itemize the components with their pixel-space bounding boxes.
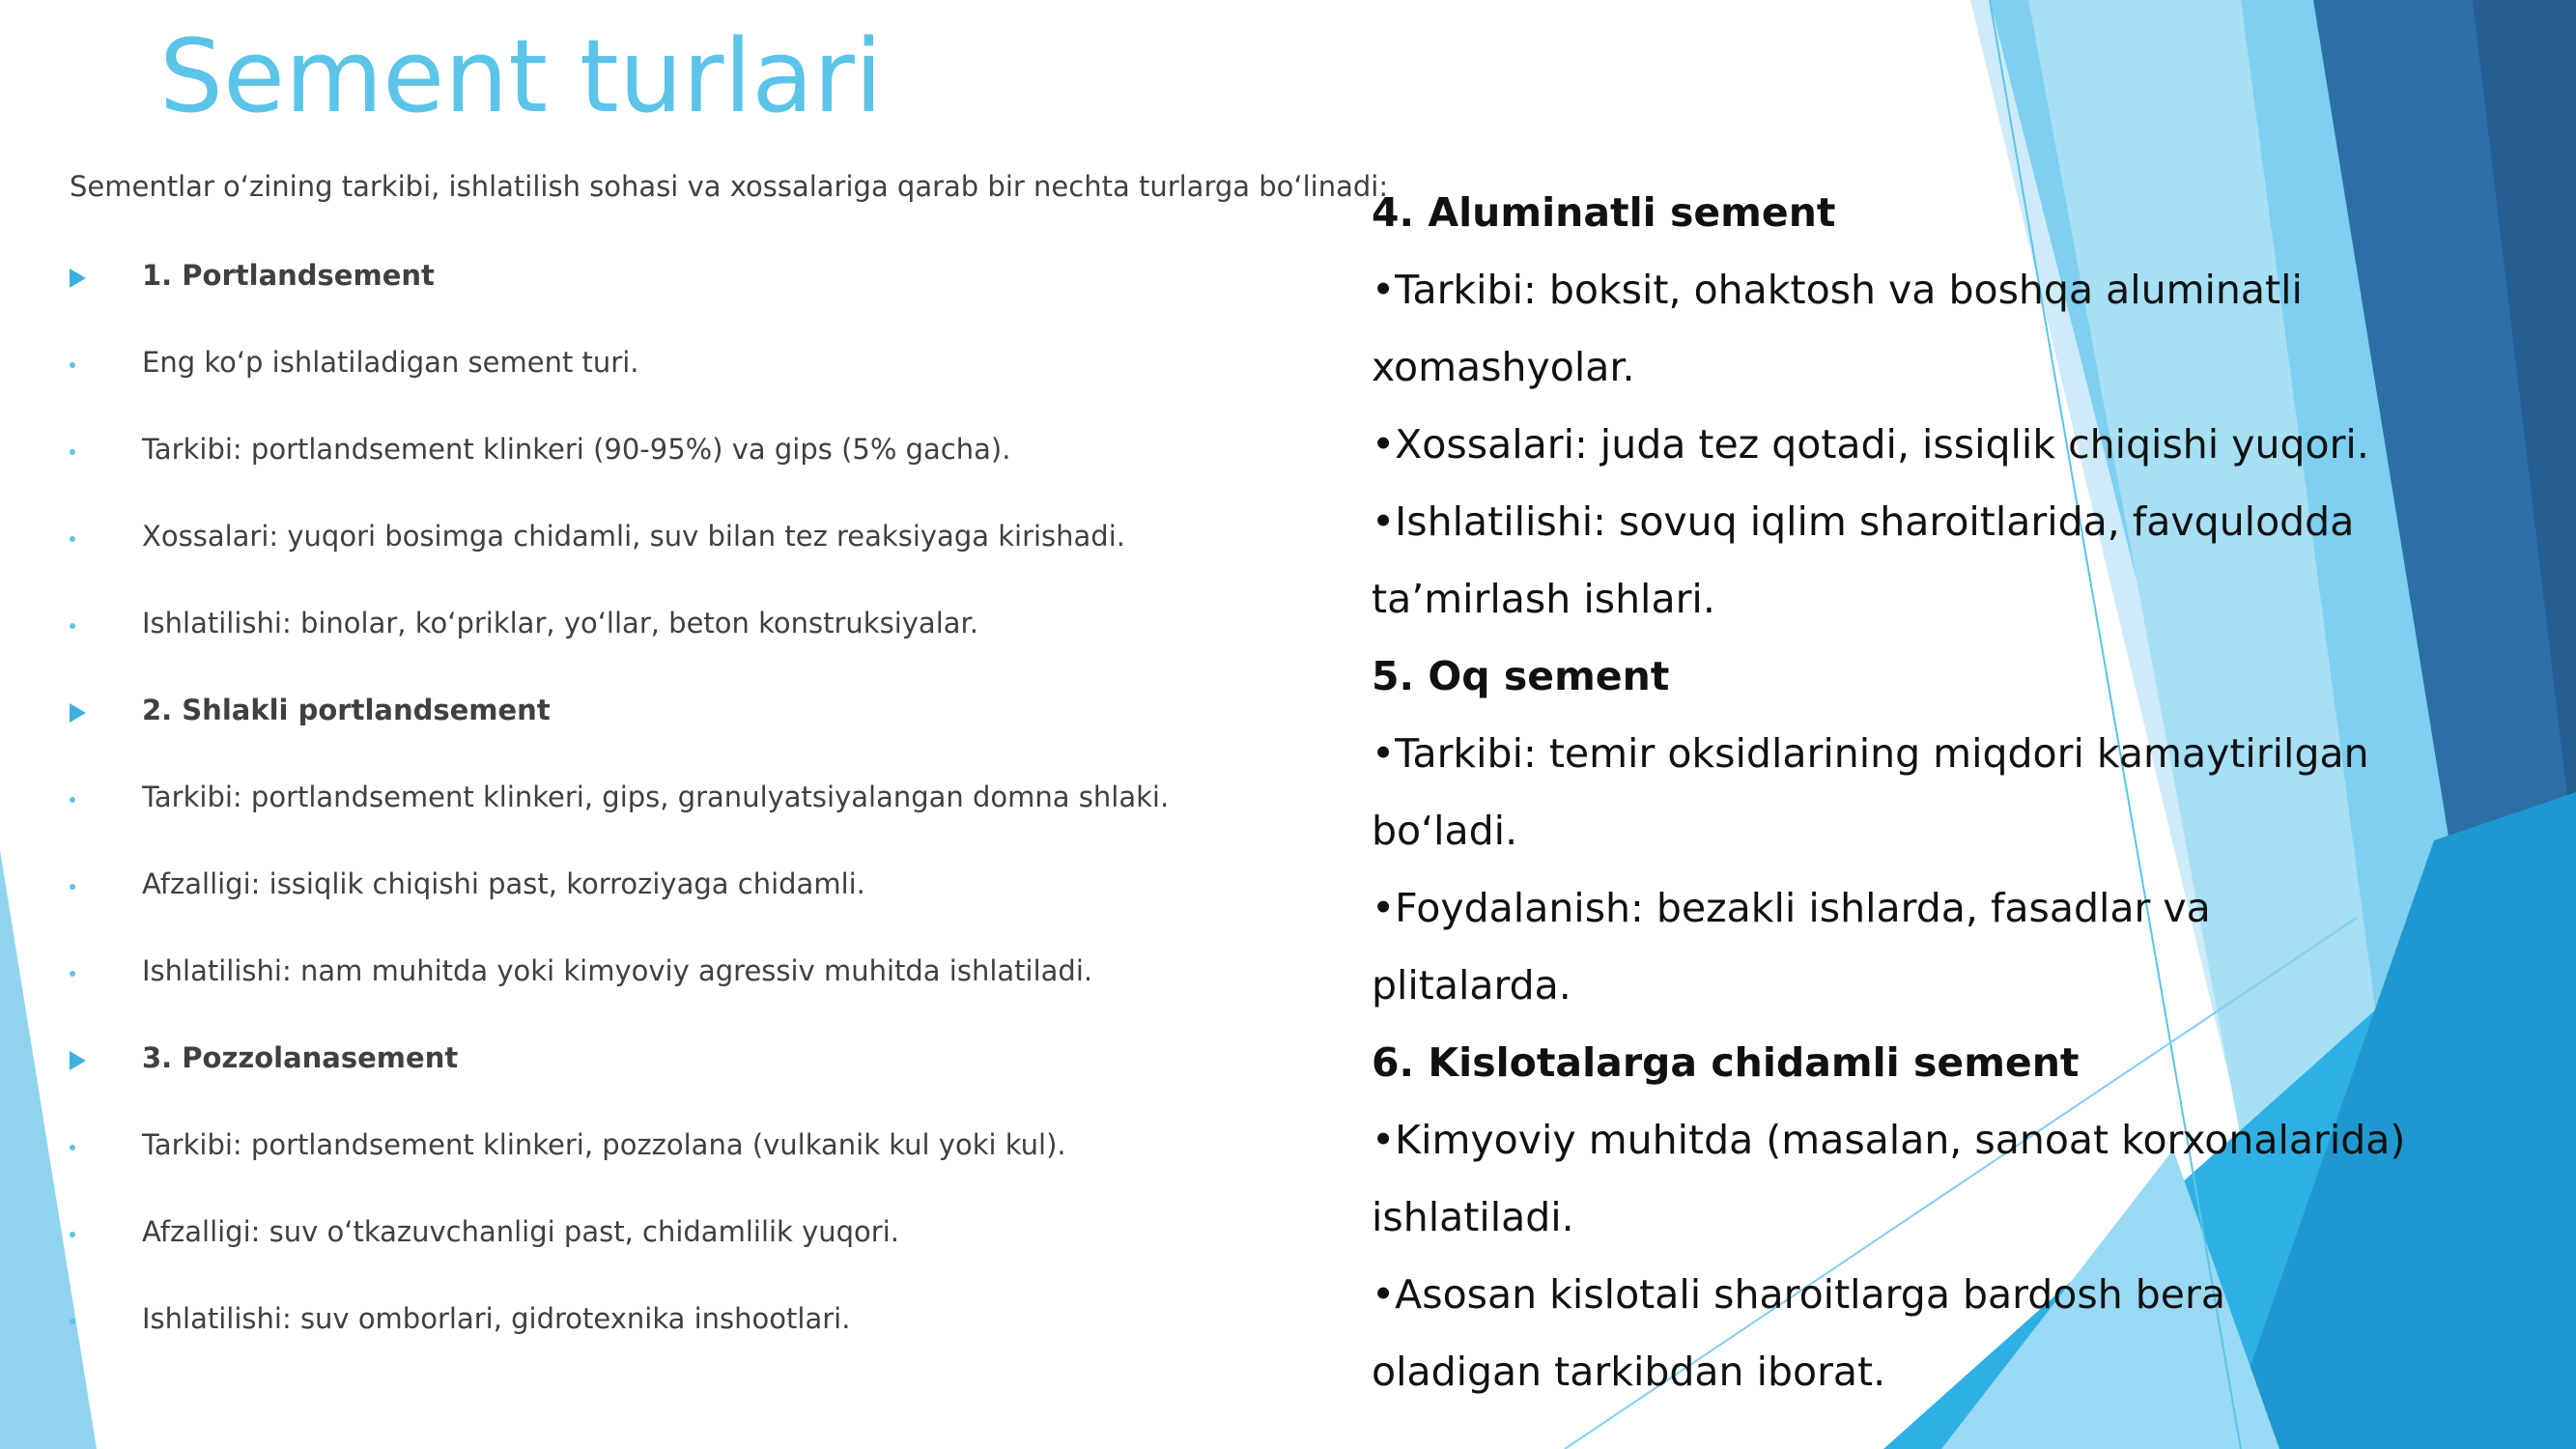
list-item: Tarkibi: portlandsement klinkeri, gips, granulyatsiyalangan domna shlaki. bbox=[142, 781, 1170, 813]
dot-bullet-icon bbox=[70, 1319, 75, 1324]
dot-bullet-icon bbox=[70, 623, 75, 629]
triangle-bullet-icon bbox=[70, 1051, 86, 1070]
dot-bullet-icon bbox=[70, 1145, 75, 1151]
text-line: ta’mirlash ishlari. bbox=[1372, 576, 1715, 622]
text-line: •Foydalanish: bezakli ishlarda, fasadlar va bbox=[1372, 885, 2211, 931]
triangle-bullet-icon bbox=[70, 269, 86, 288]
text-line: bo‘ladi. bbox=[1372, 808, 1518, 854]
text-line: •Tarkibi: temir oksidlarining miqdori kamaytirilgan bbox=[1372, 730, 2369, 777]
section-heading: 6. Kislotalarga chidamli sement bbox=[1372, 1039, 2080, 1086]
left-edge-shape bbox=[0, 850, 97, 1449]
dot-bullet-icon bbox=[70, 362, 75, 368]
list-item: Eng ko‘p ishlatiladigan sement turi. bbox=[142, 346, 639, 379]
text-line: •Tarkibi: boksit, ohaktosh va boshqa aluminatli bbox=[1372, 267, 2303, 313]
section-heading: 5. Oq sement bbox=[1372, 653, 1670, 699]
dot-bullet-icon bbox=[70, 1232, 75, 1237]
list-item: Tarkibi: portlandsement klinkeri (90-95%) va gips (5% gacha). bbox=[142, 433, 1011, 466]
list-item: Ishlatilishi: binolar, ko‘priklar, yo‘llar, beton konstruksiyalar. bbox=[142, 607, 979, 639]
section-heading: 2. Shlakli portlandsement bbox=[142, 694, 551, 726]
dot-bullet-icon bbox=[70, 971, 75, 977]
text-line: •Xossalari: juda tez qotadi, issiqlik chiqishi yuqori. bbox=[1372, 421, 2369, 468]
text-line: ishlatiladi. bbox=[1372, 1194, 1574, 1240]
list-item: Afzalligi: suv o‘tkazuvchanligi past, chidamlilik yuqori. bbox=[142, 1215, 899, 1248]
dot-bullet-icon bbox=[70, 536, 75, 542]
section-heading: 1. Portlandsement bbox=[142, 259, 435, 292]
triangle-bullet-icon bbox=[70, 703, 86, 723]
text-line: plitalarda. bbox=[1372, 962, 1571, 1009]
intro-text: Sementlar o‘zining tarkibi, ishlatilish sohasi va xossalariga qarab bir nechta turlarga bo‘linadi: bbox=[70, 170, 1389, 203]
section-heading: 4. Aluminatli sement bbox=[1372, 189, 1836, 236]
text-line: •Ishlatilishi: sovuq iqlim sharoitlarida, favqulodda bbox=[1372, 498, 2355, 545]
list-item: Tarkibi: portlandsement klinkeri, pozzolana (vulkanik kul yoki kul). bbox=[142, 1128, 1066, 1161]
list-item: Xossalari: yuqori bosimga chidamli, suv bilan tez reaksiyaga kirishadi. bbox=[142, 520, 1125, 553]
dot-bullet-icon bbox=[70, 797, 75, 803]
dot-bullet-icon bbox=[70, 884, 75, 890]
list-item: Afzalligi: issiqlik chiqishi past, korroziyaga chidamli. bbox=[142, 867, 865, 900]
text-line: •Kimyoviy muhitda (masalan, sanoat korxonalarida) bbox=[1372, 1117, 2406, 1163]
dot-bullet-icon bbox=[70, 449, 75, 455]
text-line: xomashyolar. bbox=[1372, 344, 1635, 390]
text-line: •Asosan kislotali sharoitlarga bardosh bera bbox=[1372, 1271, 2225, 1318]
list-item: Ishlatilishi: suv omborlari, gidrotexnika inshootlari. bbox=[142, 1302, 851, 1335]
list-item: Ishlatilishi: nam muhitda yoki kimyoviy agressiv muhitda ishlatiladi. bbox=[142, 954, 1093, 987]
section-heading: 3. Pozzolanasement bbox=[142, 1041, 459, 1074]
slide-title: Sement turlari bbox=[159, 17, 883, 135]
text-line: oladigan tarkibdan iborat. bbox=[1372, 1349, 1886, 1395]
